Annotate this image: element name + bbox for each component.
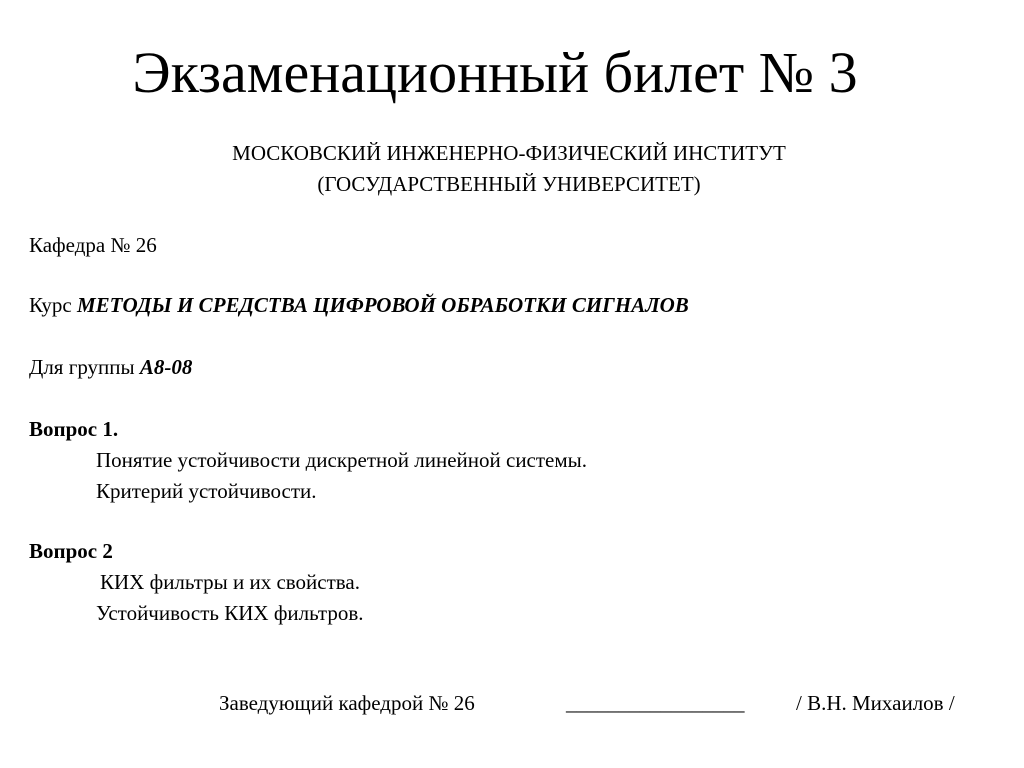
course-label: Курс xyxy=(29,293,72,317)
question-2-line-1: КИХ фильтры и их свойства. xyxy=(100,570,360,594)
signature-blank-line: _________________ xyxy=(566,691,745,715)
page-title: Экзаменационный билет № 3 xyxy=(132,40,858,105)
institute-name-line: МОСКОВСКИЙ ИНЖЕНЕРНО-ФИЗИЧЕСКИЙ ИНСТИТУТ xyxy=(232,141,786,165)
question-1-line-2: Критерий устойчивости. xyxy=(96,479,317,503)
department-line: Кафедра № 26 xyxy=(29,233,157,257)
group-line xyxy=(29,352,192,382)
group-name: А8-08 xyxy=(139,355,193,379)
question-1-line-1: Понятие устойчивости дискретной линейной системы. xyxy=(96,448,588,472)
course-name: МЕТОДЫ И СРЕДСТВА ЦИФРОВОЙ ОБРАБОТКИ СИГНАЛОВ xyxy=(77,293,689,317)
signature-name: / В.Н. Михаилов / xyxy=(796,691,955,715)
question-1-heading: Вопрос 1. xyxy=(29,417,119,441)
group-label: Для группы xyxy=(29,355,135,379)
signature-label: Заведующий кафедрой № 26 xyxy=(219,691,475,715)
course-line xyxy=(29,290,689,320)
question-2-line-2: Устойчивость КИХ фильтров. xyxy=(96,601,364,625)
institute-status-line: (ГОСУДАРСТВЕННЫЙ УНИВЕРСИТЕТ) xyxy=(317,172,701,196)
question-2-heading: Вопрос 2 xyxy=(29,539,113,563)
